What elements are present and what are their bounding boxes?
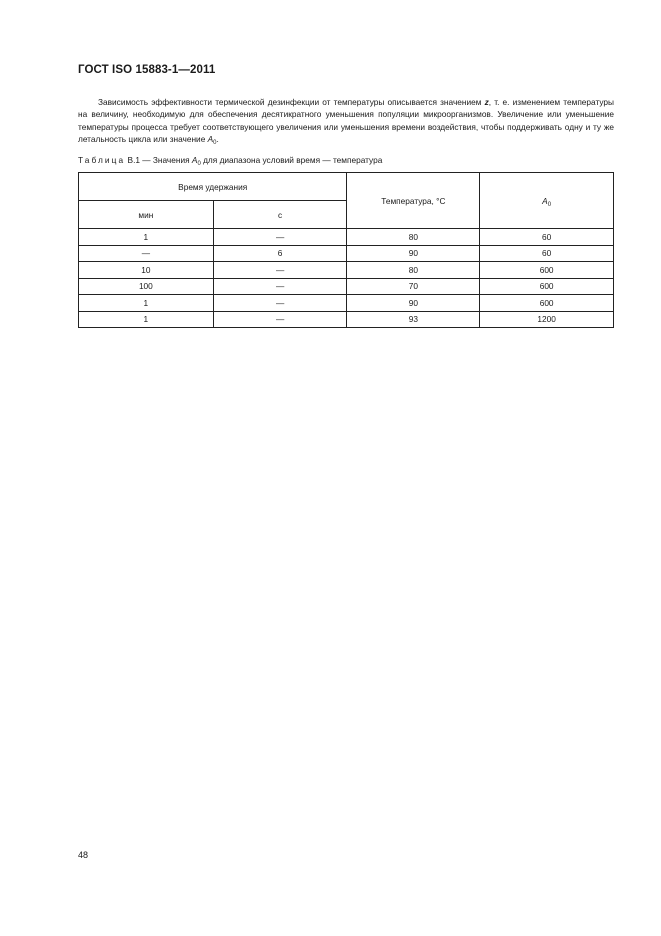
cell-temperature: 93 [347, 311, 480, 328]
cell-minutes: 1 [79, 295, 214, 312]
header-temperature: Температура, °С [347, 173, 480, 229]
caption-number: В.1 — Значения [127, 155, 192, 165]
a-variable: A [207, 133, 214, 144]
cell-minutes: 10 [79, 262, 214, 279]
table-row [79, 229, 614, 246]
cell-minutes: — [79, 245, 214, 262]
cell-a0: 60 [480, 229, 614, 246]
cell-seconds: — [213, 295, 347, 312]
cell-seconds: — [213, 311, 347, 328]
cell-a0: 600 [480, 278, 614, 295]
cell-minutes: 1 [79, 229, 214, 246]
paragraph-text-2: , т. е. изменением температуры на величину, необходимую для обеспечения десятикратного уменьшения популяции микроорганизмов. Увеличение или уменьшение температуры процесса требует соответствующего увеличения или уменьшения времени воздействия, чтобы поддерживать одну и ту же летальность цикла или значение [78, 97, 614, 144]
caption-prefix: Таблица [78, 155, 126, 165]
header-holding-time: Время удержания [79, 173, 347, 201]
caption-rest: для диапазона условий время — температура [200, 155, 383, 165]
paragraph-end: . [216, 133, 219, 144]
z-variable: z [484, 97, 489, 107]
table-row [79, 295, 614, 312]
table-row [79, 262, 614, 279]
cell-temperature: 80 [347, 262, 480, 279]
cell-a0: 1200 [480, 311, 614, 328]
cell-temperature: 70 [347, 278, 480, 295]
page-number: 48 [78, 850, 89, 860]
table-caption [78, 155, 382, 165]
a-subscript: 0 [213, 139, 217, 146]
cell-seconds: 6 [213, 245, 347, 262]
cell-temperature: 80 [347, 229, 480, 246]
header-seconds: с [213, 201, 347, 229]
cell-minutes: 100 [79, 278, 214, 295]
cell-a0: 600 [480, 295, 614, 312]
cell-minutes: 1 [79, 311, 214, 328]
document-header: ГОСТ ISO 15883-1—2011 [78, 64, 216, 76]
header-a0-subscript: 0 [547, 201, 552, 208]
body-paragraph [78, 96, 614, 145]
header-minutes: мин [79, 201, 214, 229]
cell-temperature: 90 [347, 295, 480, 312]
cell-seconds: — [213, 262, 347, 279]
caption-a-variable: A [191, 155, 198, 165]
cell-a0: 60 [480, 245, 614, 262]
cell-a0: 600 [480, 262, 614, 279]
cell-temperature: 90 [347, 245, 480, 262]
table-row [79, 245, 614, 262]
caption-a-subscript: 0 [197, 161, 201, 167]
cell-seconds: — [213, 229, 347, 246]
cell-seconds: — [213, 278, 347, 295]
paragraph-text-1: Зависимость эффективности термической дезинфекции от температуры описывается значением [98, 97, 485, 107]
header-a0-letter: A [542, 195, 548, 206]
table-row [79, 278, 614, 295]
data-table [78, 172, 614, 328]
header-a0 [480, 173, 614, 229]
table-row [79, 311, 614, 328]
